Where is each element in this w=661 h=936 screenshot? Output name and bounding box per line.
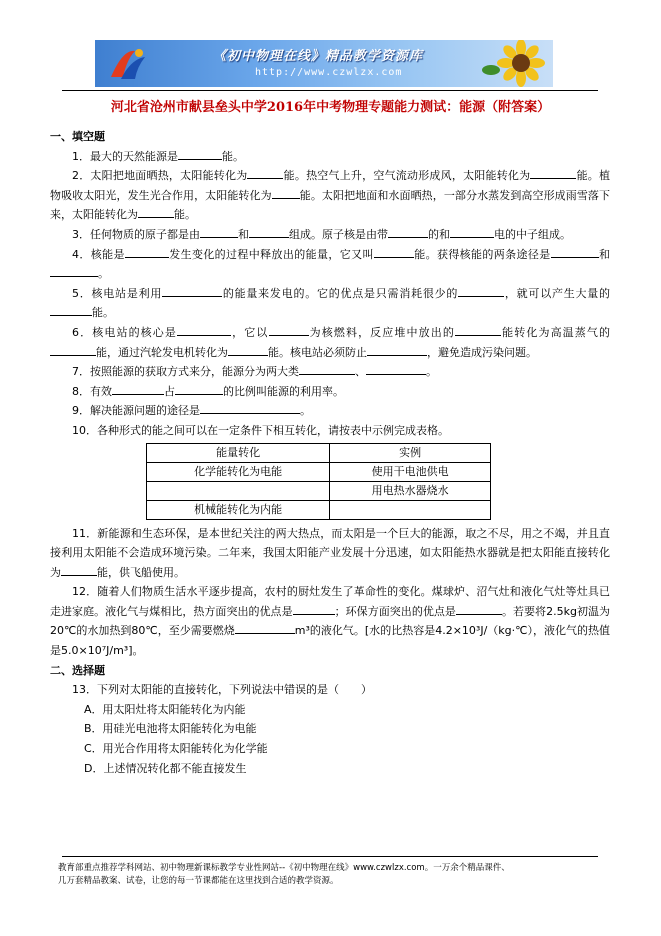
blank[interactable] [551, 245, 599, 258]
blank[interactable] [366, 362, 426, 375]
option-c[interactable]: C．用光合作用将太阳能转化为化学能 [84, 742, 268, 756]
blank[interactable] [456, 602, 502, 615]
blank[interactable] [367, 343, 427, 356]
table-header-row [147, 443, 491, 462]
blank[interactable] [200, 225, 238, 238]
question-7: 7．按照能源的获取方式来分，能源分为两大类 、 。 [50, 362, 610, 382]
header-banner [95, 40, 553, 87]
blank[interactable] [228, 343, 268, 356]
footer-rule [62, 856, 598, 857]
blank[interactable] [299, 362, 355, 375]
option-d[interactable]: D．上述情况转化都不能直接发生 [84, 761, 247, 775]
energy-conversion-table [146, 443, 491, 520]
blank[interactable] [458, 284, 504, 297]
question-9: 9．解决能源问题的途径是 。 [50, 401, 610, 421]
table-header: 能量转化 [147, 443, 330, 462]
table-header: 实例 [330, 443, 491, 462]
blank[interactable] [374, 245, 414, 258]
footer-line: 教育部重点推荐学科网站、初中物理新课标教学专业性网站--《初中物理在线》www.czwlzx.com。一万余个精品课件、 [58, 863, 510, 873]
question-8: 8．有效 占 的比例叫能源的利用率。 [50, 382, 610, 402]
table-cell: 使用干电池供电 [330, 462, 491, 481]
blank[interactable] [125, 245, 169, 258]
blank[interactable] [61, 563, 97, 576]
banner-title: 《初中物理在线》精品教学资源库 [213, 49, 424, 64]
section-heading: 一、填空题 [50, 130, 105, 143]
blank[interactable] [50, 264, 98, 277]
option-b[interactable]: B．用硅光电池将太阳能转化为电能 [84, 722, 257, 736]
section-heading: 二、选择题 [50, 663, 105, 677]
blank[interactable] [175, 382, 223, 395]
blank[interactable] [247, 166, 283, 179]
blank[interactable] [249, 225, 289, 238]
blank[interactable] [450, 225, 494, 238]
table-row [147, 481, 491, 500]
table-row [147, 462, 491, 481]
blank[interactable] [50, 343, 96, 356]
table-row [147, 500, 491, 519]
question-6: 6．核电站的核心是 ，它以 为核燃料，反应堆中放出的 能转化为高温蒸气的能，通过汽轮发电机转化为 能。核电站必须防止 ，避免造成污染问题。 [50, 323, 610, 362]
question-1: 1．最大的天然能源是 能。 [50, 147, 610, 167]
footer-line: 几万套精品教案、试卷，让您的每一节课都能在这里找到合适的教学资源。 [58, 876, 339, 886]
blank[interactable] [530, 166, 576, 179]
blank[interactable] [455, 323, 501, 336]
sunflower-icon [481, 40, 551, 87]
option-a[interactable]: A．用太阳灶将太阳能转化为内能 [84, 702, 246, 716]
blank[interactable] [200, 401, 300, 414]
blank[interactable] [177, 323, 231, 336]
table-cell-blank[interactable] [330, 500, 491, 519]
question-5: 5．核电站是利用 的能量来发电的。它的优点是只需消耗很少的 ，就可以产生大量的能。 [50, 284, 610, 323]
blank[interactable] [235, 621, 295, 634]
question-4: 4．核能是 发生变化的过程中释放出的能量，它又叫 能。获得核能的两条途径是 和。 [50, 245, 610, 284]
blank[interactable] [138, 205, 174, 218]
page-footer [58, 862, 618, 888]
page-title: 河北省沧州市献县垒头中学2016年中考物理专题能力测试：能源（附答案） [110, 100, 551, 115]
question-12: 12．随着人们物质生活水平逐步提高，农村的厨灶发生了革命性的变化。煤球炉、沼气灶和液化气灶等灶具已走进家庭。液化气与煤相比，热方面突出的优点是 ；环保方面突出的优点是 。若要将2.5kg初温为20℃的水加热到80℃，至少需要燃烧 m³的液化气。[水的比热容是4.2×10³J/（kg·℃），液化气的热值是5.0×10⁷J/m³]。 [50, 585, 611, 658]
blank[interactable] [112, 382, 164, 395]
question-3: 3．任何物质的原子都是由 和 组成。原子核是由带 的和 电的中子组成。 [50, 225, 610, 245]
table-cell: 化学能转化为电能 [147, 462, 330, 481]
question-13: 13．下列对太阳能的直接转化，下列说法中错误的是（ ） [72, 683, 372, 697]
blank[interactable] [50, 303, 92, 316]
blank[interactable] [162, 284, 222, 297]
table-cell: 机械能转化为内能 [147, 500, 330, 519]
banner-url[interactable]: http://www.czwlzx.com [255, 67, 403, 78]
blank[interactable] [178, 147, 222, 160]
header-rule [62, 90, 598, 91]
table-cell-blank[interactable] [147, 481, 330, 500]
document-body [50, 127, 610, 778]
question-2: 2．太阳把地面晒热，太阳能转化为 能。热空气上升，空气流动形成风，太阳能转化为 能。植物吸收太阳光，发生光合作用，太阳能转化为 能。太阳把地面和水面晒热，一部分水蒸发到高空形成雨雪落下来，太阳能转化为 能。 [50, 166, 610, 225]
blank[interactable] [388, 225, 428, 238]
blank[interactable] [293, 602, 335, 615]
table-cell: 用电热水器烧水 [330, 481, 491, 500]
blank[interactable] [272, 186, 300, 199]
blank[interactable] [269, 323, 309, 336]
site-logo-icon [105, 45, 149, 83]
question-11: 11．新能源和生态环保，是本世纪关注的两大热点，而太阳是一个巨大的能源，取之不尽，用之不竭，并且直接利用太阳能不会造成环境污染。二年来，我国太阳能产业发展十分迅速，如太阳能热水器就是把太阳能直接转化为 能，供飞船使用。 [50, 526, 610, 579]
question-10: 10．各种形式的能之间可以在一定条件下相互转化，请按表中示例完成表格。 [72, 423, 449, 437]
